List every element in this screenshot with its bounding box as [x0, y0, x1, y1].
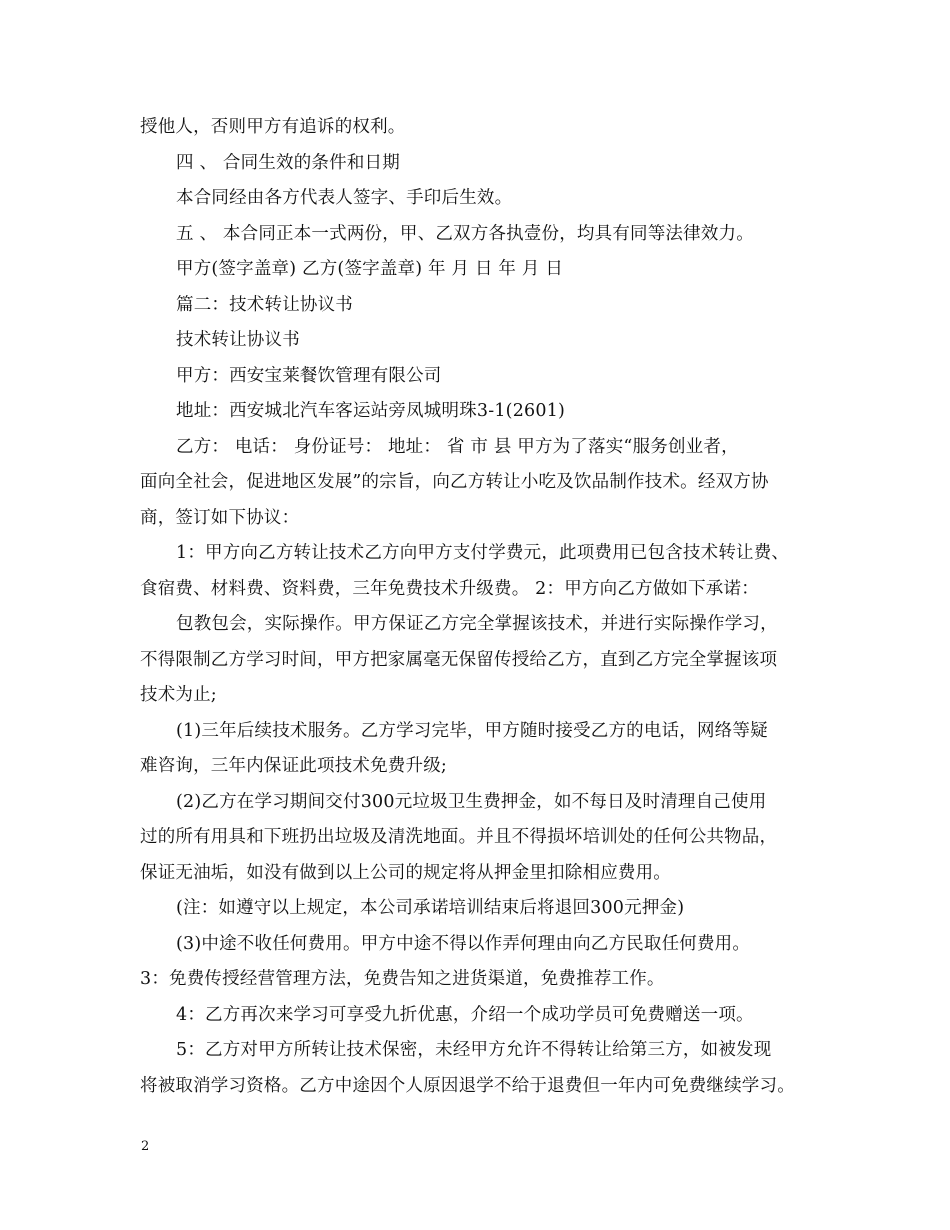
text-line: 甲方：西安宝莱餐饮管理有限公司: [176, 365, 442, 386]
text-line: 本合同经由各方代表人签字、手印后生效。: [176, 188, 513, 208]
text-line: (2)乙方在学习期间交付300元垃圾卫生费押金，如不每日及时清理自己使用: [176, 791, 767, 812]
text-line: (1)三年后续技术服务。乙方学习完毕，甲方随时接受乙方的电话，网络等疑: [176, 720, 768, 741]
text-line: 1：甲方向乙方转让技术乙方向甲方支付学费元，此项费用已包含技术转让费、: [176, 543, 790, 563]
text-line: 食宿费、材料费、资料费，三年免费技术升级费。 2：甲方向乙方做如下承诺：: [140, 578, 759, 599]
text-line: 难咨询，三年内保证此项技术免费升级;: [140, 756, 447, 776]
text-line: 面向全社会，促进地区发展”的宗旨，向乙方转让小吃及饮品制作技术。经双方协: [140, 472, 769, 492]
text-line: (3)中途不收任何费用。甲方中途不得以作弄何理由向乙方民取任何费用。: [176, 933, 751, 954]
text-line: 4：乙方再次来学习可享受九折优惠，介绍一个成功学员可免费赠送一项。: [176, 1004, 754, 1025]
text-line: 五 、 本合同正本一式两份，甲、乙双方各执壹份，均具有同等法律效力。: [176, 223, 754, 244]
text-line: 保证无油垢，如没有做到以上公司的规定将从押金里扣除相应费用。: [140, 862, 671, 883]
text-line: 地址：西安城北汽车客运站旁凤城明珠3-1(2601): [176, 401, 566, 421]
text-line: (注：如遵守以上规定，本公司承诺培训结束后将退回300元押金): [176, 898, 685, 918]
text-line: 过的所有用具和下班扔出垃圾及清洗地面。并且不得损坏培训处的任何公共物品，: [140, 827, 778, 847]
text-line: 不得限制乙方学习时间，甲方把家属毫无保留传授给乙方，直到乙方完全掌握该项: [140, 649, 778, 670]
text-line: 包教包会，实际操作。甲方保证乙方完全掌握该技术，并进行实际操作学习，: [176, 614, 778, 634]
text-line: 乙方： 电话： 身份证号： 地址： 省 市 县 甲方为了落实“服务创业者，: [176, 436, 739, 457]
page-number: 2: [141, 1139, 150, 1154]
text-line: 甲方(签字盖章) 乙方(签字盖章) 年 月 日 年 月 日: [176, 259, 564, 279]
text-line: 将被取消学习资格。乙方中途因个人原因退学不给于退费但一年内可免费继续学习。: [140, 1075, 795, 1096]
text-line: 技术为止;: [140, 685, 217, 705]
text-line: 技术转让协议书: [176, 330, 300, 350]
text-line: 四 、 合同生效的条件和日期: [176, 152, 400, 173]
text-line: 授他人，否则甲方有追诉的权利。: [140, 117, 406, 137]
document-body: [140, 110, 820, 1104]
text-line: 商，签订如下协议：: [140, 507, 300, 528]
text-line: 5：乙方对甲方所转让技术保密，未经甲方允许不得转让给第三方，如被发现: [176, 1040, 772, 1060]
text-line: 篇二：技术转让协议书: [176, 294, 353, 315]
text-line: 3：免费传授经营管理方法，免费告知之进货渠道，免费推荐工作。: [140, 969, 665, 989]
